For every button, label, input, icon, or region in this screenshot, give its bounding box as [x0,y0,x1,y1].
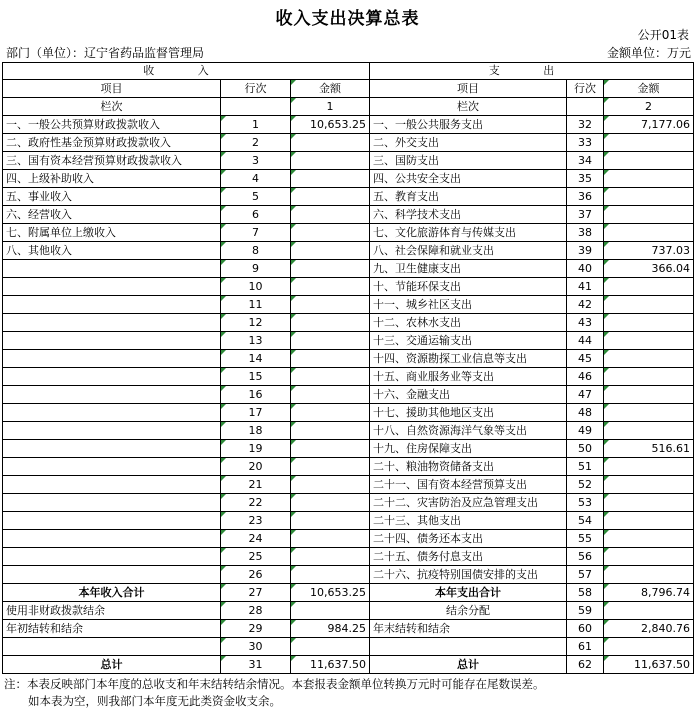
income-amount [291,368,370,386]
income-amount [291,602,370,620]
income-item [3,314,221,332]
expense-item: 总计 [370,656,567,674]
income-amount [291,350,370,368]
expense-item: 十五、商业服务业等支出 [370,368,567,386]
income-row-no: 1 [221,116,291,134]
income-item [3,386,221,404]
footnotes [4,676,545,710]
income-item [3,512,221,530]
table-row [3,116,694,134]
income-item: 本年收入合计 [3,584,221,602]
income-amount [291,476,370,494]
income-item [3,260,221,278]
income-item [3,638,221,656]
subtotal-row [3,584,694,602]
income-row-no: 5 [221,188,291,206]
amount-unit-label: 金额单位：万元 [606,46,691,60]
expense-row-no: 57 [567,566,604,584]
income-amount [291,566,370,584]
table-row [3,242,694,260]
expense-amount [604,314,694,332]
table-row [3,422,694,440]
income-amount [291,170,370,188]
income-row-no: 11 [221,296,291,314]
expense-row-no: 58 [567,584,604,602]
income-item [3,530,221,548]
expense-item: 四、公共安全支出 [370,170,567,188]
expense-row-no: 34 [567,152,604,170]
expense-row-no: 50 [567,440,604,458]
income-amount [291,278,370,296]
table-row [3,548,694,566]
expense-amount [604,458,694,476]
expense-item: 十三、交通运输支出 [370,332,567,350]
income-amount [291,386,370,404]
income-row-no: 6 [221,206,291,224]
income-amount [291,404,370,422]
table-row [3,440,694,458]
expense-row-no: 48 [567,404,604,422]
income-column-index: 1 [291,98,370,116]
expense-row-no: 40 [567,260,604,278]
table-row [3,368,694,386]
income-amount [291,242,370,260]
extra-row [3,638,694,656]
income-amount [291,188,370,206]
income-amount: 984.25 [291,620,370,638]
income-item: 七、附属单位上缴收入 [3,224,221,242]
expense-amount [604,566,694,584]
income-item: 二、政府性基金预算财政拨款收入 [3,134,221,152]
expense-amount-header: 金额 [604,80,694,98]
expense-amount [604,206,694,224]
expense-row-no: 46 [567,368,604,386]
expense-amount [604,602,694,620]
income-row-no: 12 [221,314,291,332]
income-item: 五、事业收入 [3,188,221,206]
expense-amount [604,224,694,242]
income-amount [291,530,370,548]
expense-rowno-header: 行次 [567,80,604,98]
income-amount: 11,637.50 [291,656,370,674]
expense-row-no: 59 [567,602,604,620]
income-item [3,404,221,422]
table-row [3,512,694,530]
section-header-row [3,63,694,80]
extra-row [3,620,694,638]
income-row-no: 22 [221,494,291,512]
summary-table-body [3,63,694,674]
income-row-no: 17 [221,404,291,422]
expense-row-no: 60 [567,620,604,638]
income-item: 六、经营收入 [3,206,221,224]
expense-row-no: 53 [567,494,604,512]
expense-amount [604,278,694,296]
income-item [3,494,221,512]
income-item: 使用非财政拨款结余 [3,602,221,620]
expense-amount [604,530,694,548]
income-item [3,566,221,584]
expense-item [370,638,567,656]
expense-item: 十一、城乡社区支出 [370,296,567,314]
income-item: 四、上级补助收入 [3,170,221,188]
expense-item: 二十四、债务还本支出 [370,530,567,548]
expense-item: 二十五、债务付息支出 [370,548,567,566]
expense-column-index: 2 [604,98,694,116]
expense-amount [604,386,694,404]
expense-amount [604,494,694,512]
income-item: 一、一般公共预算财政拨款收入 [3,116,221,134]
expense-row-no: 42 [567,296,604,314]
expense-amount [604,170,694,188]
expense-item: 八、社会保障和就业支出 [370,242,567,260]
income-amount-header: 金额 [291,80,370,98]
income-item-header: 项目 [3,80,221,98]
income-row-no: 19 [221,440,291,458]
income-item [3,278,221,296]
expense-row-no: 39 [567,242,604,260]
expense-item: 二、外交支出 [370,134,567,152]
footnote-2: 如本表为空，则我部门本年度无此类资金收支余。 [28,694,281,708]
income-amount [291,512,370,530]
expense-amount [604,404,694,422]
expense-row-no: 44 [567,332,604,350]
income-row-no: 15 [221,368,291,386]
page-title: 收入支出决算总表 [275,9,420,29]
table-row [3,188,694,206]
income-amount [291,224,370,242]
income-amount [291,332,370,350]
expense-amount [604,350,694,368]
table-row [3,170,694,188]
expense-item: 十四、资源勘探工业信息等支出 [370,350,567,368]
table-row [3,260,694,278]
expense-amount: 8,796.74 [604,584,694,602]
expense-rowno-index [567,98,604,116]
income-amount [291,296,370,314]
total-row [3,656,694,674]
table-row [3,566,694,584]
expense-amount: 7,177.06 [604,116,694,134]
extra-row [3,602,694,620]
summary-table [2,62,694,674]
income-row-no: 28 [221,602,291,620]
income-section-header: 收 入 [3,63,370,80]
column-index-row [3,98,694,116]
income-row-no: 27 [221,584,291,602]
income-amount [291,206,370,224]
income-row-no: 2 [221,134,291,152]
income-row-no: 29 [221,620,291,638]
expense-amount [604,548,694,566]
expense-item: 十八、自然资源海洋气象等支出 [370,422,567,440]
income-row-no: 20 [221,458,291,476]
income-item [3,476,221,494]
expense-section-header: 支 出 [370,63,694,80]
expense-row-no: 52 [567,476,604,494]
expense-row-no: 54 [567,512,604,530]
income-row-no: 31 [221,656,291,674]
table-row [3,476,694,494]
income-item [3,440,221,458]
expense-row-no: 41 [567,278,604,296]
table-row [3,386,694,404]
income-row-no: 21 [221,476,291,494]
expense-amount [604,134,694,152]
expense-amount [604,296,694,314]
income-amount [291,422,370,440]
expense-item: 年末结转和结余 [370,620,567,638]
table-row [3,350,694,368]
column-header-row [3,80,694,98]
income-row-no: 23 [221,512,291,530]
expense-amount: 516.61 [604,440,694,458]
expense-item: 十七、援助其他地区支出 [370,404,567,422]
income-amount: 10,653.25 [291,584,370,602]
expense-column-index-label: 栏次 [370,98,567,116]
income-row-no: 10 [221,278,291,296]
expense-item: 一、一般公共服务支出 [370,116,567,134]
expense-item: 二十一、国有资本经营预算支出 [370,476,567,494]
income-row-no: 3 [221,152,291,170]
table-row [3,224,694,242]
income-item [3,422,221,440]
expense-amount: 2,840.76 [604,620,694,638]
expense-amount [604,476,694,494]
expense-item: 十、节能环保支出 [370,278,567,296]
expense-item: 本年支出合计 [370,584,567,602]
table-row [3,458,694,476]
expense-amount [604,152,694,170]
income-amount [291,494,370,512]
income-amount [291,314,370,332]
income-item [3,332,221,350]
expense-item: 五、教育支出 [370,188,567,206]
expense-row-no: 43 [567,314,604,332]
expense-item: 二十六、抗疫特别国债安排的支出 [370,566,567,584]
expense-row-no: 49 [567,422,604,440]
income-item [3,368,221,386]
expense-item: 七、文化旅游体育与传媒支出 [370,224,567,242]
income-item: 三、国有资本经营预算财政拨款收入 [3,152,221,170]
income-amount [291,458,370,476]
expense-item: 十二、农林水支出 [370,314,567,332]
table-row [3,206,694,224]
table-row [3,152,694,170]
income-item: 年初结转和结余 [3,620,221,638]
income-item: 总计 [3,656,221,674]
expense-item: 三、国防支出 [370,152,567,170]
income-row-no: 13 [221,332,291,350]
income-amount [291,440,370,458]
expense-item: 十六、金融支出 [370,386,567,404]
expense-amount [604,188,694,206]
income-row-no: 24 [221,530,291,548]
income-item [3,458,221,476]
expense-row-no: 32 [567,116,604,134]
income-amount [291,548,370,566]
expense-row-no: 47 [567,386,604,404]
expense-item-header: 项目 [370,80,567,98]
expense-amount [604,638,694,656]
expense-item: 结余分配 [370,602,567,620]
income-item [3,548,221,566]
table-row [3,314,694,332]
expense-row-no: 62 [567,656,604,674]
income-amount [291,638,370,656]
expense-item: 二十三、其他支出 [370,512,567,530]
income-row-no: 26 [221,566,291,584]
income-rowno-index [221,98,291,116]
expense-row-no: 55 [567,530,604,548]
income-row-no: 7 [221,224,291,242]
table-row [3,404,694,422]
expense-row-no: 36 [567,188,604,206]
expense-row-no: 56 [567,548,604,566]
income-row-no: 25 [221,548,291,566]
income-row-no: 18 [221,422,291,440]
income-amount [291,260,370,278]
expense-item: 十九、住房保障支出 [370,440,567,458]
table-row [3,134,694,152]
income-amount [291,152,370,170]
expense-item: 二十二、灾害防治及应急管理支出 [370,494,567,512]
expense-amount [604,368,694,386]
income-amount: 10,653.25 [291,116,370,134]
income-rowno-header: 行次 [221,80,291,98]
expense-amount [604,332,694,350]
expense-item: 六、科学技术支出 [370,206,567,224]
income-row-no: 8 [221,242,291,260]
income-column-index-label: 栏次 [3,98,221,116]
expense-row-no: 35 [567,170,604,188]
income-item [3,350,221,368]
expense-row-no: 37 [567,206,604,224]
expense-row-no: 61 [567,638,604,656]
table-row [3,530,694,548]
expense-amount: 366.04 [604,260,694,278]
table-row [3,296,694,314]
expense-amount [604,422,694,440]
income-row-no: 4 [221,170,291,188]
expense-row-no: 51 [567,458,604,476]
expense-row-no: 38 [567,224,604,242]
expense-item: 二十、粮油物资储备支出 [370,458,567,476]
expense-row-no: 33 [567,134,604,152]
income-item: 八、其他收入 [3,242,221,260]
form-number: 公开01表 [637,28,689,42]
expense-amount [604,512,694,530]
footnote-1: 注：本表反映部门本年度的总收支和年末结转结余情况。本套报表金额单位转换万元时可能存在尾数误差。 [4,677,545,691]
income-row-no: 9 [221,260,291,278]
income-row-no: 30 [221,638,291,656]
income-item [3,296,221,314]
table-row [3,332,694,350]
income-row-no: 14 [221,350,291,368]
expense-item: 九、卫生健康支出 [370,260,567,278]
expense-amount: 11,637.50 [604,656,694,674]
table-row [3,278,694,296]
table-row [3,494,694,512]
expense-row-no: 45 [567,350,604,368]
department-label: 部门（单位）：辽宁省药品监督管理局 [6,46,205,60]
income-amount [291,134,370,152]
expense-amount: 737.03 [604,242,694,260]
income-row-no: 16 [221,386,291,404]
